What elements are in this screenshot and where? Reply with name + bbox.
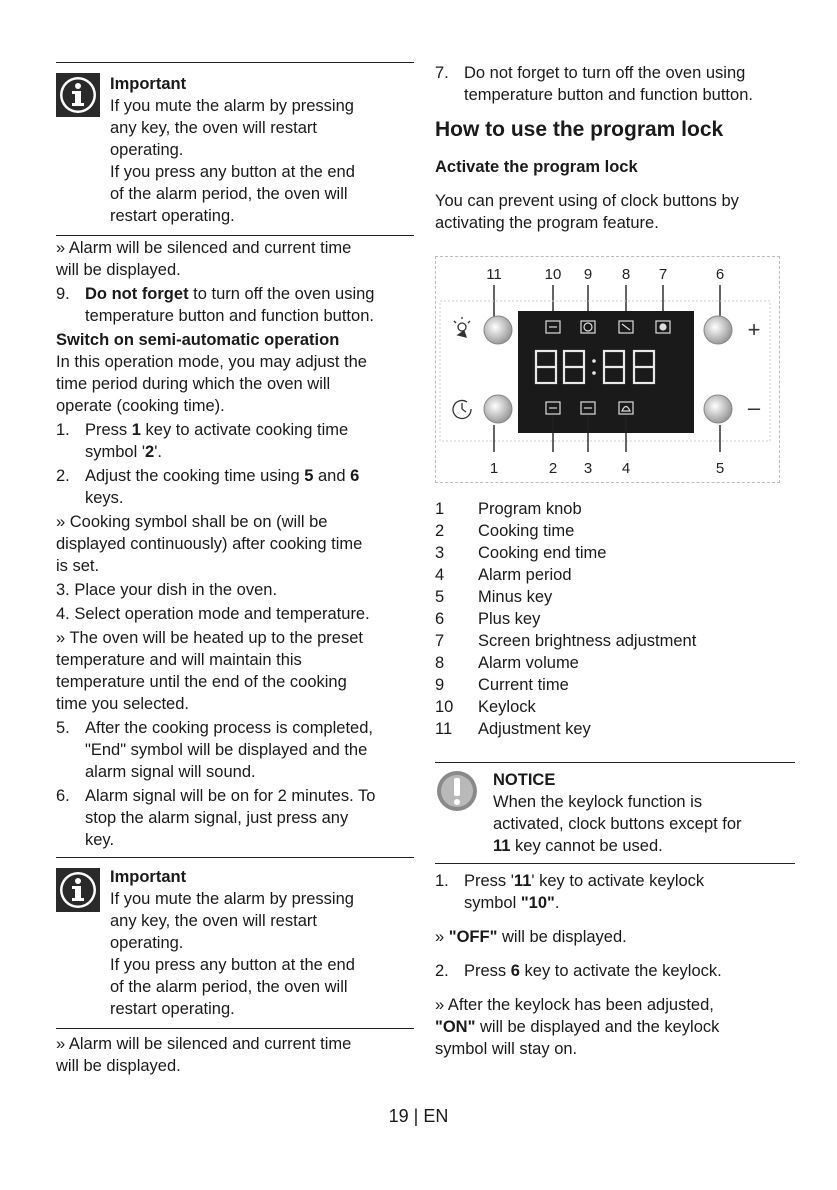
result-line: symbol will stay on. [435, 1040, 578, 1058]
legend-item [435, 498, 795, 520]
panel-label-6: 6 [715, 266, 725, 283]
result-text: will be displayed and the keylock [475, 1018, 720, 1036]
panel-label-11: 11 [486, 266, 502, 283]
result-line: » Cooking symbol shall be on (will be [56, 513, 328, 531]
step-text: After the cooking process is completed, [85, 719, 373, 737]
colon-dot-top [592, 359, 596, 363]
step-text: alarm signal will sound. [85, 763, 256, 781]
notice-title: NOTICE [493, 771, 556, 789]
notice-line: When the keylock function is [493, 793, 703, 811]
step-bold: "10" [520, 894, 555, 912]
result-text-1 [56, 237, 414, 281]
step-3: 3. Place your dish in the oven. [56, 581, 278, 599]
important1-line: If you press any button at the end [110, 163, 355, 181]
step-bold: 6 [350, 467, 360, 485]
colon-dot-bottom [592, 371, 596, 375]
step-number: 2. [56, 467, 70, 485]
result-text-final [56, 1033, 414, 1077]
panel-label-4: 4 [621, 460, 631, 477]
legend-item [435, 564, 795, 586]
step-number: 1. [435, 872, 449, 890]
legend-text: Screen brightness adjustment [478, 632, 697, 650]
important-title-2: Important [110, 868, 187, 886]
legend-text: Plus key [478, 610, 541, 628]
important-title-1: Important [110, 75, 187, 93]
legend-text: Adjustment key [478, 720, 591, 738]
result-bold: "OFF" [448, 928, 498, 946]
legend-text: Minus key [478, 588, 553, 606]
legend-list [435, 498, 795, 740]
important2-line: of the alarm period, the oven will [110, 978, 348, 996]
keylock-result-2 [435, 994, 795, 1060]
panel-label-5: 5 [715, 460, 725, 477]
intro-line: In this operation mode, you may adjust the [56, 353, 367, 371]
notice-bold: 11 [493, 837, 511, 855]
step-4: 4. Select operation mode and temperature. [56, 605, 370, 623]
step-9 [56, 283, 414, 327]
legend-item [435, 696, 795, 718]
panel-label-2: 2 [548, 460, 558, 477]
legend-text: Cooking end time [478, 544, 607, 562]
panel-label-8: 8 [621, 266, 631, 283]
intro-line: operate (cooking time). [56, 397, 225, 415]
important-box-2 [56, 857, 414, 1029]
result-line: » Alarm will be silenced and current time [56, 1035, 352, 1053]
step-text: Alarm signal will be on for 2 minutes. To [85, 787, 376, 805]
important1-line: operating. [110, 141, 184, 159]
important1-line: If you mute the alarm by pressing [110, 97, 354, 115]
legend-text: Cooking time [478, 522, 575, 540]
step-number: 7. [435, 64, 449, 82]
legend-number: 6 [435, 610, 445, 628]
legend-item [435, 586, 795, 608]
info-icon [56, 868, 100, 912]
minus-symbol: – [747, 395, 761, 420]
timer-symbol-icon [453, 400, 471, 418]
display-screen [518, 311, 694, 433]
step-text: key. [85, 831, 115, 849]
notice-box [435, 762, 795, 864]
notice-line [493, 835, 795, 857]
result-line: » The oven will be heated up to the preset [56, 629, 363, 647]
step-text: '. [154, 443, 162, 461]
control-panel-svg [436, 257, 781, 484]
semi-auto-heading: Switch on semi-automatic operation [56, 331, 340, 349]
step-text: Press ' [464, 872, 514, 890]
legend-number: 1 [435, 500, 445, 518]
step-6 [56, 785, 414, 851]
legend-item [435, 608, 795, 630]
panel-label-7: 7 [658, 266, 668, 283]
result-text: » [435, 928, 449, 946]
result-line: will be displayed. [56, 1057, 181, 1075]
program-knob[interactable] [484, 395, 512, 423]
panel-label-3: 3 [583, 460, 593, 477]
warning-icon [435, 769, 479, 813]
step-2 [56, 465, 414, 509]
legend-text: Program knob [478, 500, 582, 518]
legend-item [435, 630, 795, 652]
step-5 [56, 717, 414, 783]
step-bold: 5 [304, 467, 314, 485]
important1-line: any key, the oven will restart [110, 119, 317, 137]
intro-line: time period during which the oven will [56, 375, 331, 393]
legend-text: Current time [478, 676, 569, 694]
intro-line: You can prevent using of clock buttons by [435, 192, 739, 210]
step-number: 5. [56, 719, 70, 737]
important2-line: any key, the oven will restart [110, 912, 317, 930]
step-text: . [554, 894, 560, 912]
legend-item [435, 652, 795, 674]
legend-number: 9 [435, 676, 445, 694]
step-number: 1. [56, 421, 70, 439]
result-bold: "ON" [435, 1018, 476, 1036]
adjust-symbol-icon [454, 317, 470, 337]
step-text: keys. [85, 489, 124, 507]
info-icon [56, 73, 100, 117]
important2-line: operating. [110, 934, 184, 952]
panel-label-1: 1 [489, 460, 499, 477]
activate-lock-subheading: Activate the program lock [435, 158, 638, 176]
step-text: symbol [464, 894, 521, 912]
keylock-step-1 [435, 870, 795, 914]
result-line: is set. [56, 557, 100, 575]
step-text: "End" symbol will be displayed and the [85, 741, 368, 759]
keylock-result-1 [435, 926, 795, 948]
legend-text: Keylock [478, 698, 536, 716]
control-panel-diagram [435, 256, 780, 483]
step-number: 9. [56, 285, 70, 303]
adjustment-key-knob[interactable] [484, 316, 512, 344]
result-line: temperature until the end of the cooking [56, 673, 347, 691]
result-line: time you selected. [56, 695, 189, 713]
step-text: key to activate the keylock. [519, 962, 722, 980]
legend-number: 8 [435, 654, 445, 672]
semi-auto-intro [56, 351, 414, 417]
step-text: temperature button and function button. [85, 307, 374, 325]
legend-text: Alarm volume [478, 654, 579, 672]
result-line: displayed continuously) after cooking time [56, 535, 363, 553]
important-box-1 [56, 62, 414, 236]
step-text: temperature button and function button. [464, 86, 753, 104]
legend-item [435, 718, 795, 740]
legend-number: 4 [435, 566, 445, 584]
step-text: Press [464, 962, 511, 980]
step-bold: 6 [510, 962, 520, 980]
step-bold: 1 [131, 421, 141, 439]
step-text: and [313, 467, 351, 485]
legend-number: 11 [435, 720, 453, 738]
result-line: temperature and will maintain this [56, 651, 302, 669]
plus-key-knob[interactable] [704, 316, 732, 344]
important1-line: restart operating. [110, 207, 235, 225]
result-line [435, 1016, 795, 1038]
step-7 [435, 62, 795, 106]
step-bold: 11 [513, 872, 532, 890]
important1-line: of the alarm period, the oven will [110, 185, 348, 203]
legend-number: 7 [435, 632, 445, 650]
result1-line: will be displayed. [56, 261, 181, 279]
step-number: 2. [435, 962, 449, 980]
legend-item [435, 542, 795, 564]
legend-item [435, 520, 795, 542]
result-line: » After the keylock has been adjusted, [435, 996, 714, 1014]
plus-symbol: + [747, 317, 761, 342]
legend-number: 2 [435, 522, 445, 540]
step-text: stop the alarm signal, just press any [85, 809, 349, 827]
step-text: to turn off the oven using [188, 285, 375, 303]
legend-number: 5 [435, 588, 445, 606]
step-text: symbol ' [85, 443, 145, 461]
result-text: will be displayed. [497, 928, 627, 946]
right-column [435, 62, 795, 234]
legend-text: Alarm period [478, 566, 572, 584]
page-footer: 19 | EN [388, 1106, 449, 1126]
step-number: 6. [56, 787, 70, 805]
panel-label-9: 9 [583, 266, 593, 283]
program-lock-intro [435, 190, 795, 234]
legend-number: 10 [435, 698, 454, 716]
step-bold: 2 [145, 443, 155, 461]
notice-text: key cannot be used. [510, 837, 663, 855]
left-column [56, 62, 414, 1077]
minus-key-knob[interactable] [704, 395, 732, 423]
right-column-lower [435, 498, 795, 1060]
step-1 [56, 419, 414, 463]
result-text-4 [56, 627, 414, 715]
step-text: Press [85, 421, 132, 439]
step-text: ' key to activate keylock [531, 872, 705, 890]
result-text-2 [56, 511, 414, 577]
panel-label-10: 10 [544, 266, 562, 283]
result1-line: » Alarm will be silenced and current time [56, 239, 352, 257]
step-text: key to activate cooking time [140, 421, 349, 439]
step-bold: Do not forget [85, 285, 189, 303]
program-lock-heading: How to use the program lock [435, 118, 724, 141]
notice-line: activated, clock buttons except for [493, 815, 742, 833]
keylock-step-2 [435, 960, 795, 982]
step-text: Do not forget to turn off the oven using [464, 64, 746, 82]
important2-line: If you press any button at the end [110, 956, 355, 974]
legend-number: 3 [435, 544, 445, 562]
important2-line: If you mute the alarm by pressing [110, 890, 354, 908]
important2-line: restart operating. [110, 1000, 235, 1018]
intro-line: activating the program feature. [435, 214, 659, 232]
legend-item [435, 674, 795, 696]
step-text: Adjust the cooking time using [85, 467, 305, 485]
